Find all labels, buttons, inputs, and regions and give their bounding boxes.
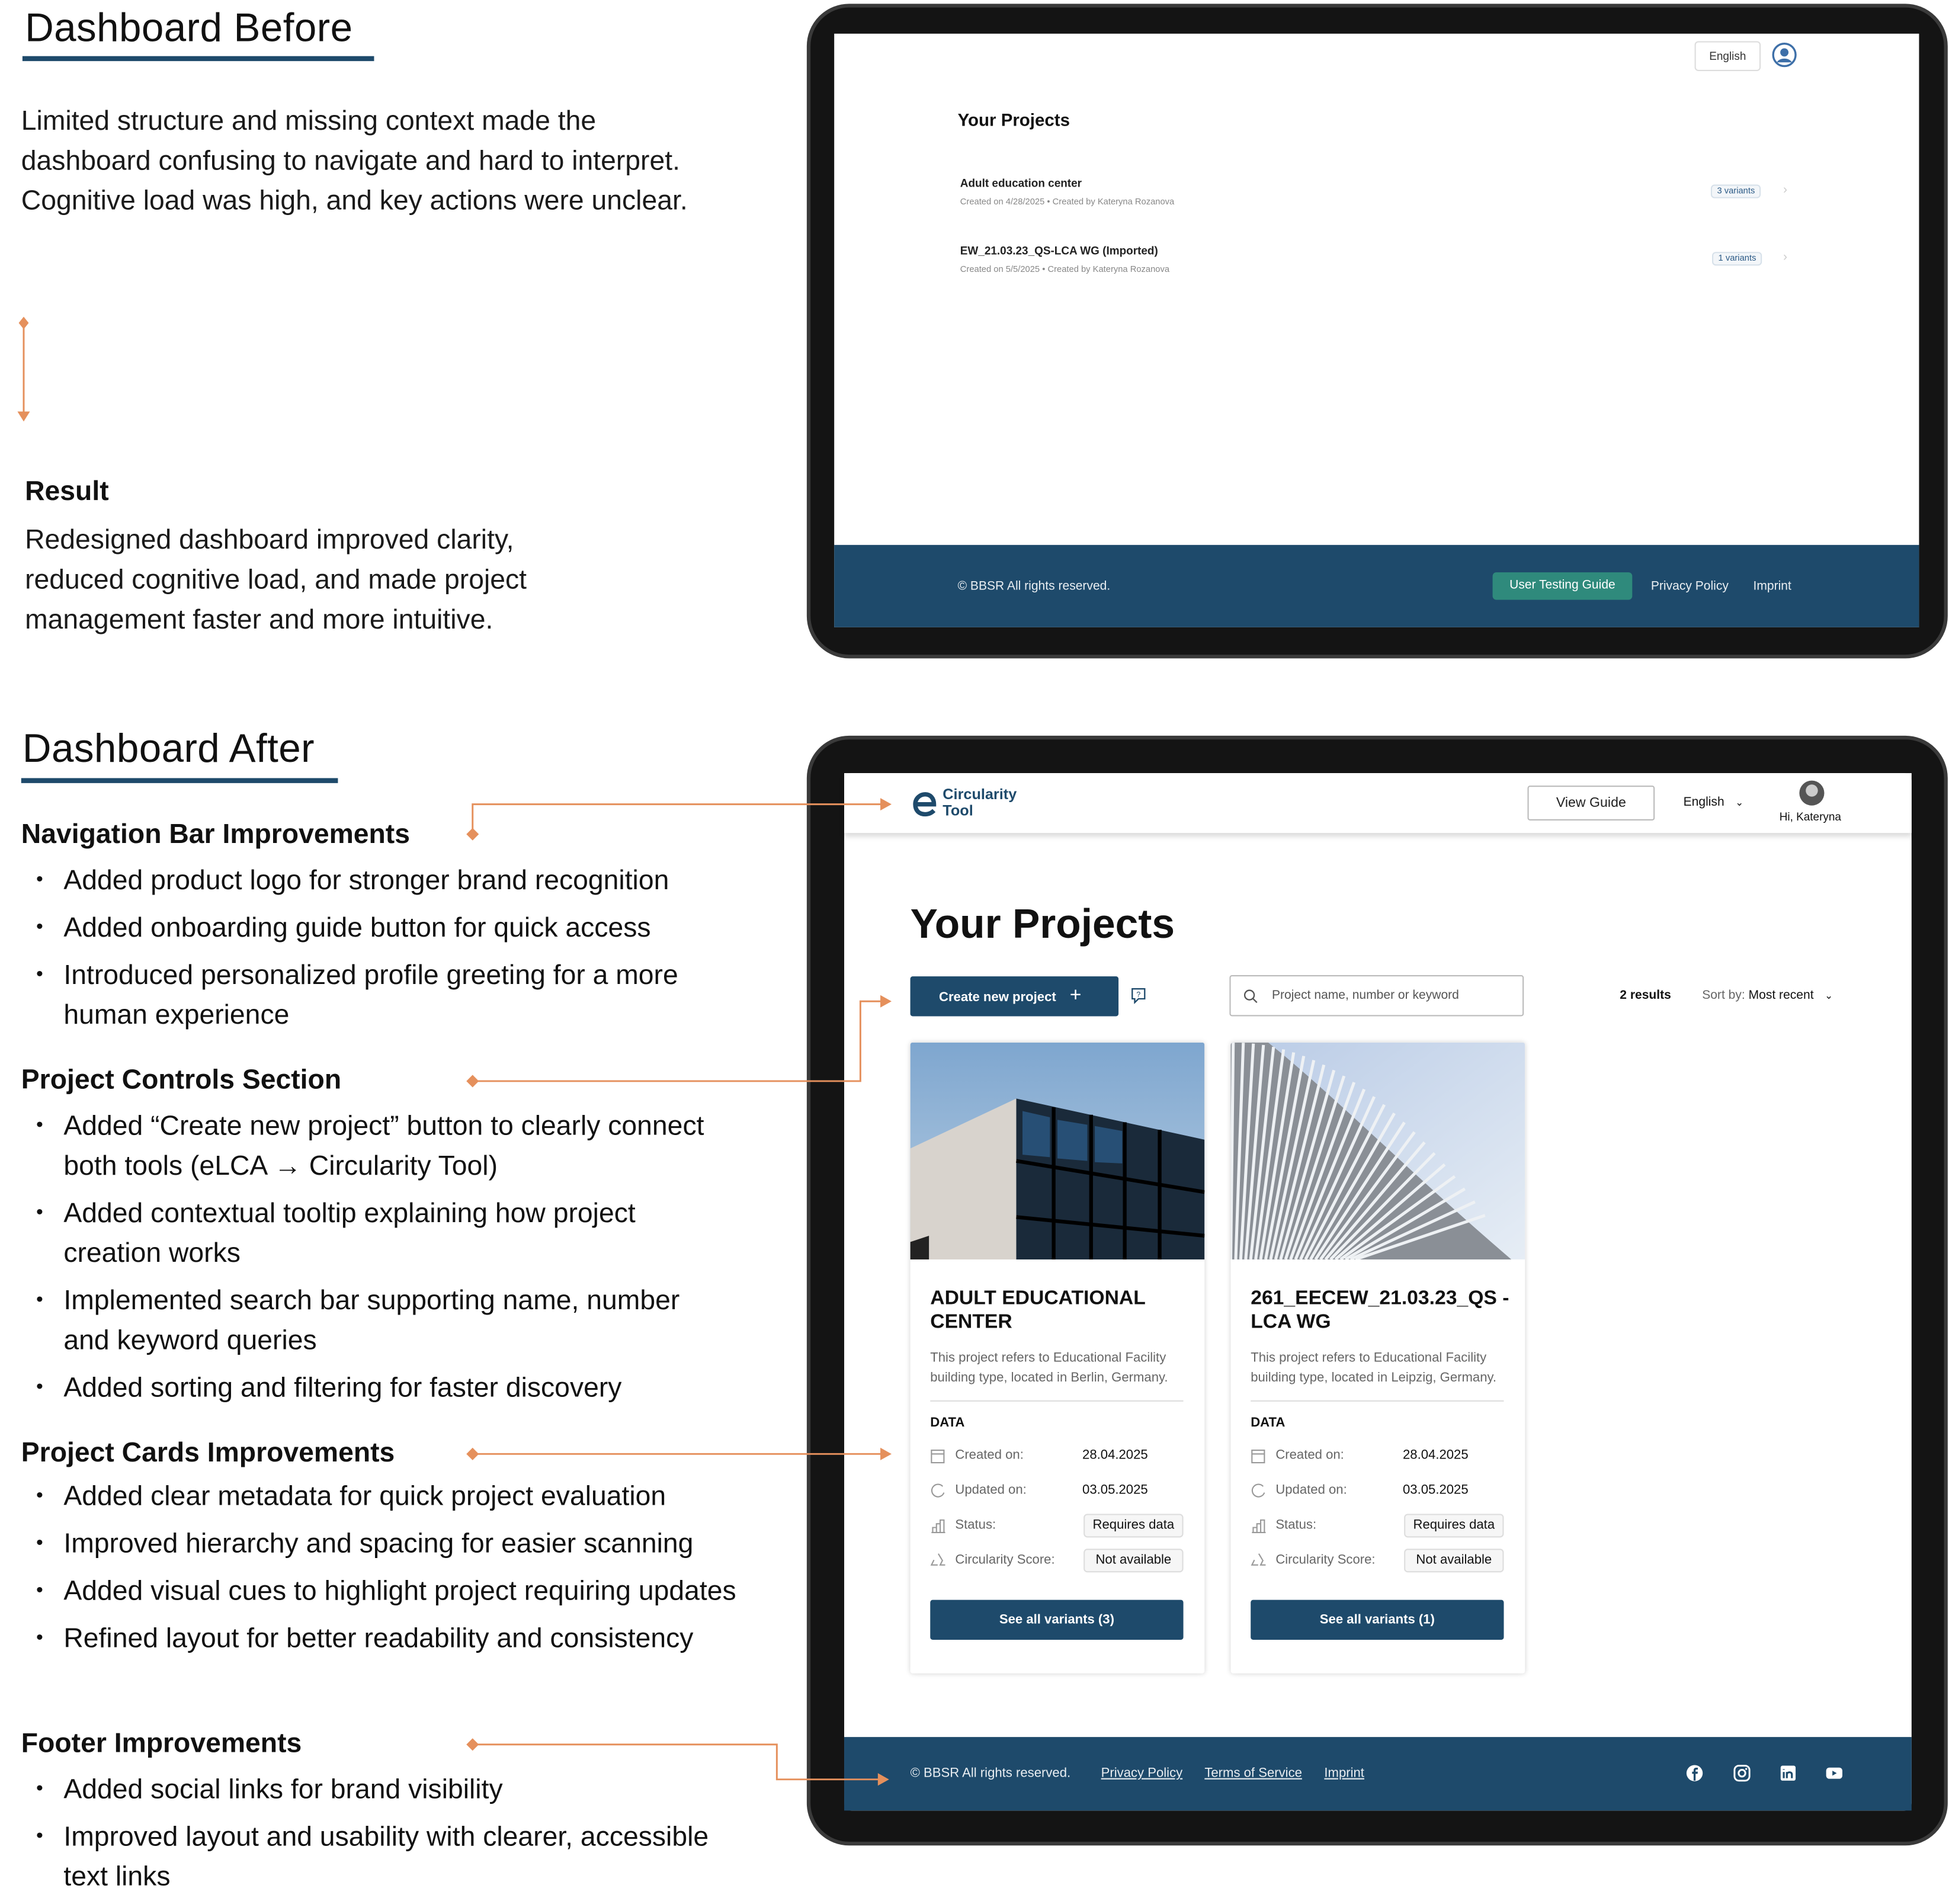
status-label: Status:	[955, 1517, 996, 1533]
bullet: • Added social links for brand visibility	[21, 1770, 757, 1809]
before-description: Limited structure and missing context made the dashboard confusing to navigate and hard to interpret. Cognitive load was high, and key actions were unclear.	[21, 104, 688, 216]
updated-value: 03.05.2025	[1403, 1482, 1469, 1498]
logo-line1: Circularity	[943, 786, 1017, 803]
updated-value: 03.05.2025	[1082, 1482, 1148, 1498]
bullet: • Added onboarding guide button for quick access	[21, 908, 732, 947]
created-label: Created on:	[1275, 1447, 1344, 1463]
data-label: DATA	[1251, 1415, 1286, 1431]
terms-link[interactable]: Terms of Service	[1204, 1765, 1302, 1781]
user-testing-guide-button[interactable]: User Testing Guide	[1493, 572, 1633, 600]
created-value: 28.04.2025	[1082, 1447, 1148, 1463]
copyright: © BBSR All rights reserved.	[910, 1765, 1071, 1781]
privacy-link[interactable]: Privacy Policy	[1101, 1765, 1183, 1781]
greeting: Hi, Kateryna	[1779, 810, 1841, 823]
status-label: Status:	[1275, 1517, 1317, 1533]
card-description: This project refers to Educational Facility building type, located in Leipzig, Germany.	[1251, 1350, 1497, 1386]
result-text: Redesigned dashboard improved clarity, reduced cognitive load, and made project management faster and more intuitive.	[25, 524, 527, 635]
imprint-link[interactable]: Imprint	[1324, 1765, 1364, 1781]
logo-line2: Tool	[943, 802, 973, 819]
card-title: ADULT EDUCATIONAL CENTER	[930, 1288, 1146, 1334]
score-badge: Not available	[1084, 1549, 1183, 1572]
see-variants-button[interactable]: See all variants (3)	[930, 1600, 1183, 1640]
bullet: • Added sorting and filtering for faster discovery	[21, 1368, 732, 1408]
score-label: Circularity Score:	[955, 1552, 1055, 1568]
status-badge: Requires data	[1084, 1514, 1183, 1537]
see-variants-button[interactable]: See all variants (1)	[1251, 1600, 1504, 1640]
search-placeholder: Project name, number or keyword	[1271, 989, 1459, 1003]
bullet: • Added product logo for stronger brand recognition	[21, 860, 732, 900]
imprint-link[interactable]: Imprint	[1753, 579, 1791, 594]
card-description: This project refers to Educational Facility building type, located in Berlin, Germany.	[930, 1350, 1168, 1386]
score-label: Circularity Score:	[1275, 1552, 1376, 1568]
copyright: © BBSR All rights reserved.	[957, 579, 1111, 594]
privacy-link[interactable]: Privacy Policy	[1650, 579, 1729, 594]
chevron-down-icon: ⌄	[1735, 797, 1744, 808]
project-meta: Created on 4/28/2025 • Created by Kateryna Rozanova	[960, 198, 1175, 207]
created-label: Created on:	[955, 1447, 1024, 1463]
view-guide-button[interactable]: View Guide	[1528, 786, 1655, 820]
language-select[interactable]: English	[1695, 41, 1761, 71]
project-name[interactable]: Adult education center	[960, 177, 1082, 190]
before-heading: Your Projects	[957, 110, 1070, 130]
sort-value: Most recent	[1748, 989, 1814, 1003]
card-title: 261_EECEW_21.03.23_QS -LCA WG	[1251, 1288, 1509, 1334]
chevron-right-icon[interactable]: ›	[1783, 183, 1788, 197]
section-heading-controls: Project Controls Section	[21, 1063, 342, 1095]
project-name[interactable]: EW_21.03.23_QS-LCA WG (Imported)	[960, 244, 1158, 257]
section-heading-footer: Footer Improvements	[21, 1727, 302, 1758]
created-value: 28.04.2025	[1403, 1447, 1469, 1463]
variants-badge: 1 variants	[1712, 252, 1762, 265]
result-heading: Result	[25, 475, 109, 507]
updated-label: Updated on:	[1275, 1482, 1347, 1498]
bullet: • Improved layout and usability with clearer, accessible text links	[21, 1817, 757, 1897]
project-meta: Created on 5/5/2025 • Created by Kateryna Rozanova	[960, 265, 1170, 275]
bullet: • Added clear metadata for quick project evaluation	[21, 1476, 757, 1516]
score-badge: Not available	[1404, 1549, 1504, 1572]
section-heading-cards: Project Cards Improvements	[21, 1436, 395, 1468]
bullet: • Added contextual tooltip explaining how project creation works	[21, 1193, 732, 1273]
bullet: • Added “Create new project” button to clearly connect both tools (eLCA → Circularity Tool)	[21, 1106, 732, 1186]
svg-text:?: ?	[1136, 990, 1141, 999]
variants-badge: 3 variants	[1711, 185, 1761, 198]
status-badge: Requires data	[1404, 1514, 1504, 1537]
language-label: English	[1683, 795, 1724, 810]
chevron-right-icon[interactable]: ›	[1783, 251, 1788, 265]
sort-label: Sort by:	[1702, 989, 1745, 1003]
bullet: • Added visual cues to highlight project requiring updates	[21, 1571, 757, 1611]
before-title: Dashboard Before	[25, 5, 353, 50]
section-heading-nav: Navigation Bar Improvements	[21, 818, 410, 850]
chevron-down-icon: ⌄	[1825, 990, 1833, 1002]
bullet: • Improved hierarchy and spacing for easier scanning	[21, 1524, 757, 1563]
after-title: Dashboard After	[22, 726, 315, 771]
page-title: Your Projects	[910, 900, 1175, 947]
bullet: • Refined layout for better readability and consistency	[21, 1618, 757, 1658]
updated-label: Updated on:	[955, 1482, 1027, 1498]
plus-icon: +	[1069, 985, 1082, 1007]
bullet: • Introduced personalized profile greeting for a more human experience	[21, 955, 732, 1035]
bullet: • Implemented search bar supporting name, number and keyword queries	[21, 1281, 732, 1361]
results-count: 2 results	[1620, 989, 1671, 1003]
data-label: DATA	[930, 1415, 965, 1431]
create-project-label: Create new project	[938, 990, 1056, 1005]
